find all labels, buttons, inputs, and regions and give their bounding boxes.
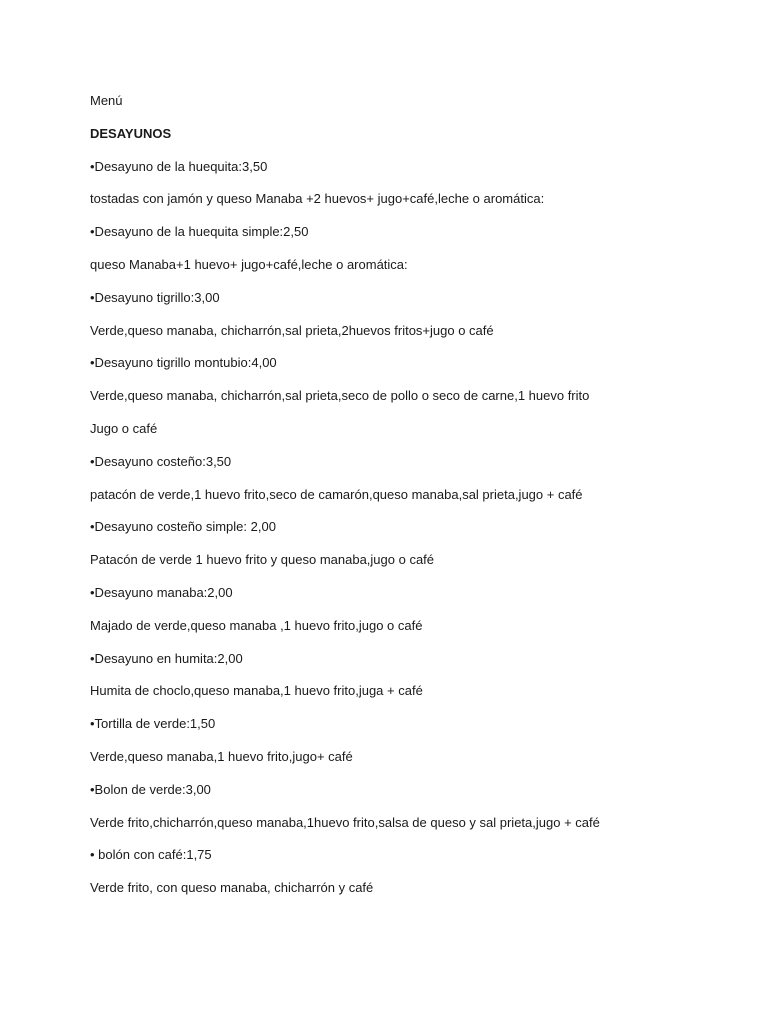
menu-item: • bolón con café:1,75 — [90, 847, 212, 863]
menu-item: •Bolon de verde:3,00 — [90, 781, 211, 797]
menu-item: •Desayuno manaba:2,00 — [90, 584, 233, 600]
menu-item: •Desayuno tigrillo montubio:4,00 — [90, 355, 277, 371]
menu-item-description: Patacón de verde 1 huevo frito y queso manaba,jugo o café — [90, 552, 435, 568]
menu-item-description: Verde,queso manaba, chicharrón,sal prieta,2huevos fritos+jugo o café — [90, 322, 494, 338]
menu-item: •Desayuno costeño:3,50 — [90, 453, 232, 469]
menu-item-description: Jugo o café — [90, 420, 158, 436]
document-title: Menú — [90, 93, 123, 108]
menu-item-description: patacón de verde,1 huevo frito,seco de camarón,queso manaba,sal prieta,jugo + café — [90, 486, 583, 502]
menu-item-description: Verde,queso manaba,1 huevo frito,jugo+ café — [90, 748, 353, 764]
menu-item: •Tortilla de verde:1,50 — [90, 716, 216, 732]
menu-item-description: Verde,queso manaba, chicharrón,sal prieta,seco de pollo o seco de carne,1 huevo frito — [90, 388, 590, 404]
menu-item-description: queso Manaba+1 huevo+ jugo+café,leche o aromática: — [90, 256, 408, 272]
menu-item: •Desayuno costeño simple: 2,00 — [90, 519, 276, 535]
menu-item: •Desayuno en humita:2,00 — [90, 650, 243, 666]
menu-item: •Desayuno de la huequita:3,50 — [90, 158, 268, 174]
menu-item-description: Verde frito, con queso manaba, chicharrón y café — [90, 880, 374, 896]
menu-item-description: Majado de verde,queso manaba ,1 huevo frito,jugo o café — [90, 617, 423, 633]
menu-item-description: tostadas con jamón y queso Manaba +2 huevos+ jugo+café,leche o aromática: — [90, 191, 545, 207]
menu-item: •Desayuno de la huequita simple:2,50 — [90, 224, 309, 240]
menu-item: •Desayuno tigrillo:3,00 — [90, 289, 220, 305]
menu-document — [90, 92, 730, 912]
menu-item-description: Verde frito,chicharrón,queso manaba,1huevo frito,salsa de queso y sal prieta,jugo + café — [90, 814, 600, 830]
section-heading-desayunos: DESAYUNOS — [90, 125, 172, 141]
menu-item-description: Humita de choclo,queso manaba,1 huevo frito,juga + café — [90, 683, 423, 699]
